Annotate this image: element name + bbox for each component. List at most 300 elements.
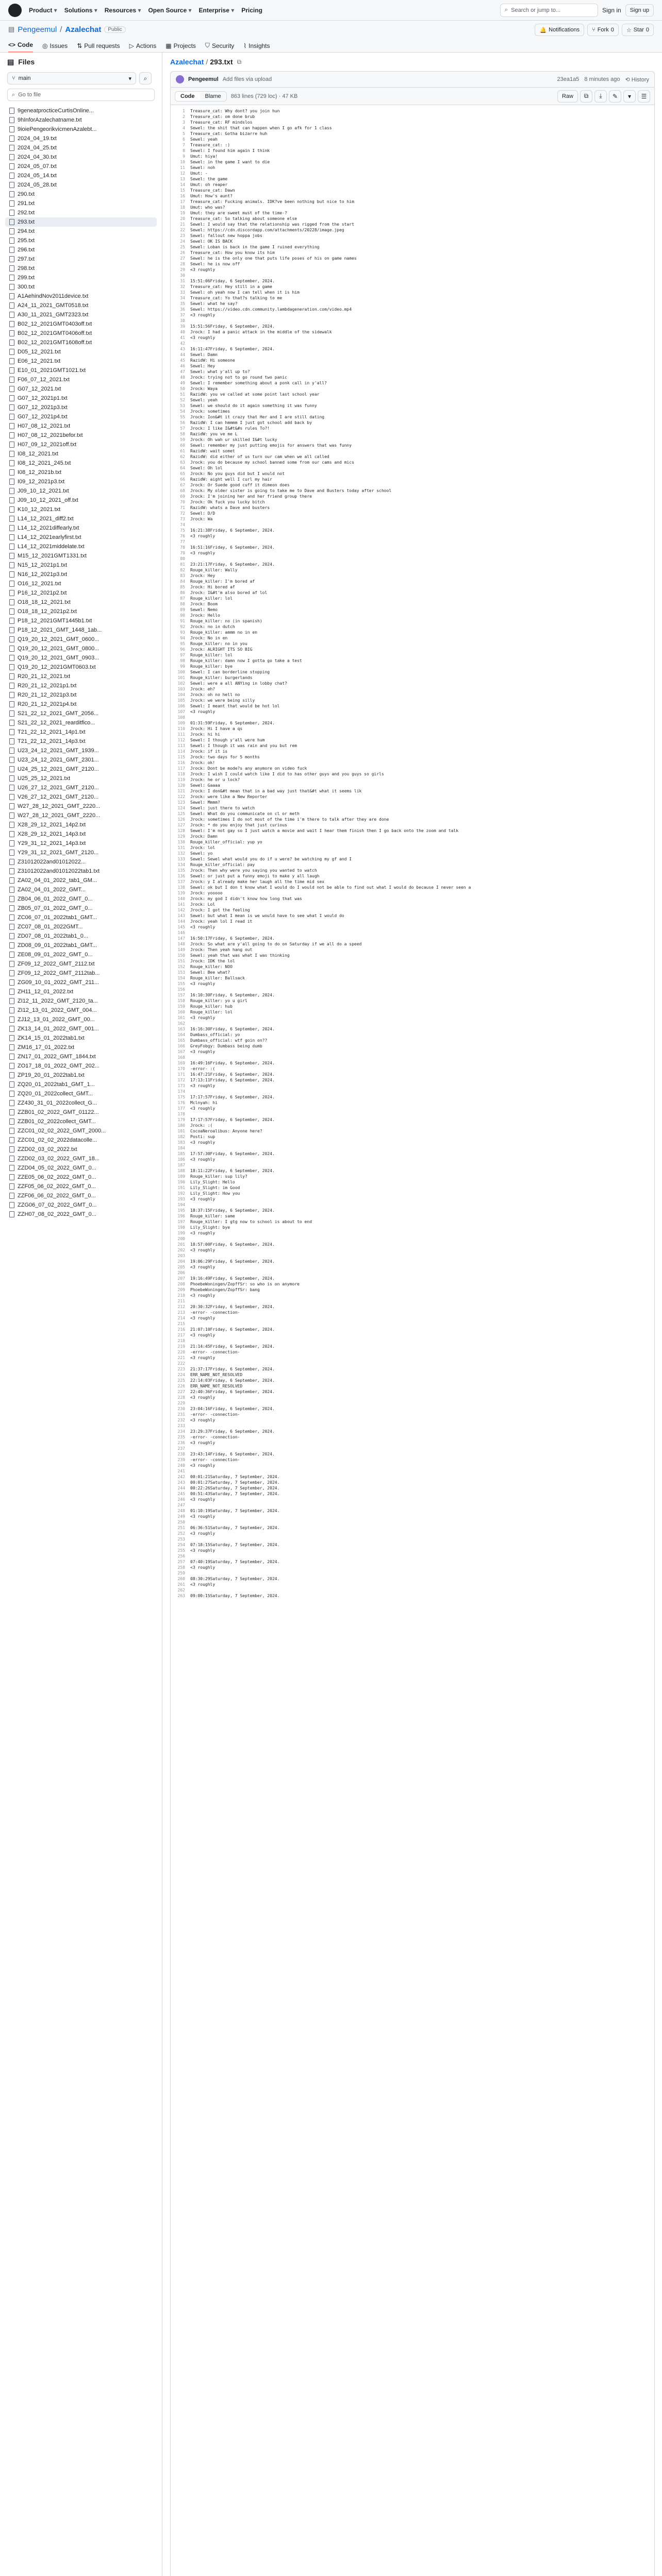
line-number[interactable]: 231 [177, 1412, 185, 1417]
line-number[interactable]: 101 [177, 675, 185, 680]
file-tree-item[interactable] [5, 477, 157, 486]
line-number[interactable]: 126 [177, 817, 185, 822]
branch-selector[interactable] [7, 72, 136, 84]
file-tree-item[interactable] [5, 709, 157, 718]
line-number[interactable]: 260 [177, 1577, 185, 1581]
line-number[interactable]: 227 [177, 1389, 185, 1394]
file-tree-item[interactable] [5, 180, 157, 190]
line-number[interactable]: 182 [177, 1134, 185, 1139]
line-number[interactable]: 110 [177, 726, 185, 731]
commit-hash[interactable]: 23ea1a5 [557, 76, 580, 82]
line-number[interactable]: 10 [180, 160, 185, 164]
line-number[interactable]: 186 [177, 1157, 185, 1162]
line-number[interactable]: 64 [180, 466, 185, 470]
line-number[interactable]: 2 [183, 114, 185, 119]
file-tree-item[interactable] [5, 783, 157, 792]
file-tree-item[interactable] [5, 867, 157, 876]
line-number[interactable]: 257 [177, 1560, 185, 1564]
line-number[interactable]: 139 [177, 891, 185, 895]
line-number[interactable]: 7 [183, 143, 185, 147]
line-number[interactable]: 102 [177, 681, 185, 686]
file-tree-item[interactable] [5, 533, 157, 542]
file-tree-item[interactable] [5, 542, 157, 551]
repo-owner-link[interactable]: Pengeemul [18, 25, 57, 34]
line-number[interactable]: 229 [177, 1401, 185, 1405]
file-tree-item[interactable] [5, 987, 157, 996]
line-number[interactable]: 17 [180, 199, 185, 204]
file-tree-item[interactable] [5, 384, 157, 394]
line-number[interactable]: 261 [177, 1582, 185, 1587]
symbols-button[interactable] [638, 90, 650, 103]
file-tree-item[interactable] [5, 746, 157, 755]
file-tree-item[interactable] [5, 755, 157, 765]
line-number[interactable]: 79 [180, 551, 185, 555]
file-tree-item[interactable] [5, 394, 157, 403]
line-number[interactable]: 237 [177, 1446, 185, 1451]
line-number[interactable]: 48 [180, 375, 185, 380]
line-number[interactable]: 240 [177, 1463, 185, 1468]
nav-pricing[interactable]: Pricing [241, 6, 262, 14]
line-number[interactable]: 29 [180, 267, 185, 272]
line-number[interactable]: 245 [177, 1492, 185, 1496]
line-number[interactable]: 215 [177, 1321, 185, 1326]
line-number[interactable]: 69 [180, 494, 185, 499]
line-number[interactable]: 93 [180, 630, 185, 635]
line-number[interactable]: 181 [177, 1129, 185, 1133]
file-tree-item[interactable] [5, 245, 157, 255]
line-number[interactable]: 214 [177, 1316, 185, 1320]
file-tree-item[interactable] [5, 199, 157, 208]
file-tree-item[interactable] [5, 217, 157, 227]
file-tree-item[interactable] [5, 134, 157, 143]
line-number[interactable]: 138 [177, 885, 185, 890]
line-number[interactable]: 198 [177, 1225, 185, 1230]
file-tree-item[interactable] [5, 310, 157, 319]
file-tree-item[interactable] [5, 449, 157, 459]
line-number[interactable]: 96 [180, 647, 185, 652]
line-number[interactable]: 152 [177, 964, 185, 969]
file-tree-item[interactable] [5, 292, 157, 301]
line-number[interactable]: 107 [177, 709, 185, 714]
line-number[interactable]: 155 [177, 981, 185, 986]
line-number[interactable]: 263 [177, 1594, 185, 1598]
file-tree-item[interactable] [5, 1043, 157, 1052]
file-tree-item[interactable] [5, 162, 157, 171]
file-tree-item[interactable] [5, 301, 157, 310]
file-tree-item[interactable] [5, 403, 157, 412]
line-number[interactable]: 37 [180, 313, 185, 317]
nav-product[interactable]: Product ▾ [29, 7, 57, 14]
line-number[interactable]: 225 [177, 1378, 185, 1383]
line-number[interactable]: 241 [177, 1469, 185, 1473]
file-tree-item[interactable] [5, 366, 157, 375]
file-tree-item[interactable] [5, 1071, 157, 1080]
line-number[interactable]: 233 [177, 1423, 185, 1428]
file-tree-item[interactable] [5, 718, 157, 727]
line-number[interactable]: 193 [177, 1197, 185, 1201]
line-number[interactable]: 34 [180, 296, 185, 300]
line-number[interactable]: 36 [180, 307, 185, 312]
line-number[interactable]: 71 [180, 505, 185, 510]
line-number[interactable]: 143 [177, 913, 185, 918]
line-number[interactable]: 30 [180, 273, 185, 278]
line-number[interactable]: 164 [177, 1032, 185, 1037]
github-logo-icon[interactable] [8, 4, 22, 17]
line-number[interactable]: 105 [177, 698, 185, 703]
line-number[interactable]: 142 [177, 908, 185, 912]
line-number[interactable]: 108 [177, 715, 185, 720]
line-number[interactable]: 146 [177, 930, 185, 935]
line-number[interactable]: 145 [177, 925, 185, 929]
file-tree-item[interactable] [5, 570, 157, 579]
file-tree-item[interactable] [5, 959, 157, 969]
line-number[interactable]: 144 [177, 919, 185, 924]
file-tree-item[interactable] [5, 468, 157, 477]
file-tree-item[interactable] [5, 1154, 157, 1163]
fork-button[interactable] [587, 24, 619, 36]
line-number[interactable]: 52 [180, 398, 185, 402]
file-tree-item[interactable] [5, 523, 157, 533]
line-number[interactable]: 67 [180, 483, 185, 487]
line-number[interactable]: 183 [177, 1140, 185, 1145]
line-number[interactable]: 234 [177, 1429, 185, 1434]
copy-raw-button[interactable] [580, 90, 592, 103]
line-number[interactable]: 60 [180, 443, 185, 448]
line-number[interactable]: 184 [177, 1146, 185, 1150]
line-number[interactable]: 180 [177, 1123, 185, 1128]
line-number[interactable]: 28 [180, 262, 185, 266]
file-tree-item[interactable] [5, 421, 157, 431]
line-number[interactable]: 252 [177, 1531, 185, 1536]
file-tree-item[interactable] [5, 579, 157, 588]
line-number[interactable]: 78 [180, 545, 185, 550]
line-number[interactable]: 77 [180, 539, 185, 544]
file-tree-item[interactable] [5, 1136, 157, 1145]
line-number[interactable]: 32 [180, 284, 185, 289]
file-tree-item[interactable] [5, 913, 157, 922]
line-number[interactable]: 258 [177, 1565, 185, 1570]
line-number[interactable]: 220 [177, 1350, 185, 1354]
file-tree-item[interactable] [5, 255, 157, 264]
line-number[interactable]: 175 [177, 1095, 185, 1099]
line-number[interactable]: 66 [180, 477, 185, 482]
sign-up-button[interactable]: Sign up [625, 4, 654, 16]
file-tree-item[interactable] [5, 440, 157, 449]
file-tree-item[interactable] [5, 635, 157, 644]
line-number[interactable]: 192 [177, 1191, 185, 1196]
line-number[interactable]: 49 [180, 381, 185, 385]
nav-solutions[interactable]: Solutions ▾ [64, 7, 97, 14]
line-number[interactable]: 199 [177, 1231, 185, 1235]
nav-enterprise[interactable]: Enterprise ▾ [199, 7, 235, 14]
line-number[interactable]: 45 [180, 358, 185, 363]
line-number[interactable]: 219 [177, 1344, 185, 1349]
line-number[interactable]: 210 [177, 1293, 185, 1298]
line-number[interactable]: 38 [180, 318, 185, 323]
line-number[interactable]: 154 [177, 976, 185, 980]
file-tree-item[interactable] [5, 598, 157, 607]
line-number[interactable]: 104 [177, 692, 185, 697]
line-number[interactable]: 86 [180, 590, 185, 595]
line-number[interactable]: 109 [177, 721, 185, 725]
line-number[interactable]: 99 [180, 664, 185, 669]
file-tree-item[interactable] [5, 792, 157, 802]
line-number[interactable]: 114 [177, 749, 185, 754]
file-tree-item[interactable] [5, 1024, 157, 1033]
file-tree-item[interactable] [5, 607, 157, 616]
line-number[interactable]: 133 [177, 857, 185, 861]
line-number[interactable]: 92 [180, 624, 185, 629]
line-number[interactable]: 251 [177, 1526, 185, 1530]
line-number[interactable]: 75 [180, 528, 185, 533]
line-number[interactable]: 87 [180, 596, 185, 601]
file-tree-item[interactable] [5, 1080, 157, 1089]
file-tree-item[interactable] [5, 357, 157, 366]
line-number[interactable]: 174 [177, 1089, 185, 1094]
line-number[interactable]: 50 [180, 386, 185, 391]
line-number[interactable]: 208 [177, 1282, 185, 1286]
line-number[interactable]: 73 [180, 517, 185, 521]
line-number[interactable]: 173 [177, 1083, 185, 1088]
line-number[interactable]: 83 [180, 573, 185, 578]
nav-open-source[interactable]: Open Source ▾ [148, 7, 191, 14]
line-number[interactable]: 163 [177, 1027, 185, 1031]
file-tree-item[interactable] [5, 1145, 157, 1154]
collapse-sidebar-icon[interactable]: ▤ [7, 57, 14, 66]
line-number[interactable]: 156 [177, 987, 185, 992]
line-number[interactable]: 51 [180, 392, 185, 397]
search-files-button[interactable] [139, 72, 152, 84]
download-button[interactable] [594, 90, 607, 103]
file-tree-item[interactable] [5, 885, 157, 894]
line-number[interactable]: 117 [177, 766, 185, 771]
code-view-button[interactable]: Code [175, 92, 200, 101]
line-number[interactable]: 6 [183, 137, 185, 142]
line-number[interactable]: 89 [180, 607, 185, 612]
line-number[interactable]: 20 [180, 216, 185, 221]
line-number[interactable]: 243 [177, 1480, 185, 1485]
line-number[interactable]: 123 [177, 800, 185, 805]
line-number[interactable]: 1 [183, 109, 185, 113]
line-number[interactable]: 168 [177, 1055, 185, 1060]
line-number[interactable]: 170 [177, 1066, 185, 1071]
line-number[interactable]: 97 [180, 653, 185, 657]
line-number[interactable]: 217 [177, 1333, 185, 1337]
tab-insights[interactable] [243, 42, 270, 53]
file-tree-item[interactable] [5, 969, 157, 978]
line-number[interactable]: 13 [180, 177, 185, 181]
file-tree-item[interactable] [5, 588, 157, 598]
line-number[interactable]: 61 [180, 449, 185, 453]
line-number[interactable]: 151 [177, 959, 185, 963]
line-number[interactable]: 200 [177, 1236, 185, 1241]
line-number[interactable]: 88 [180, 602, 185, 606]
line-number[interactable]: 82 [180, 568, 185, 572]
line-number[interactable]: 59 [180, 437, 185, 442]
file-tree-item[interactable] [5, 236, 157, 245]
file-tree-item[interactable] [5, 700, 157, 709]
line-number[interactable]: 232 [177, 1418, 185, 1422]
line-number[interactable]: 85 [180, 585, 185, 589]
file-tree-item[interactable] [5, 1052, 157, 1061]
line-number[interactable]: 90 [180, 613, 185, 618]
line-number[interactable]: 76 [180, 534, 185, 538]
line-number[interactable]: 84 [180, 579, 185, 584]
line-number[interactable]: 125 [177, 811, 185, 816]
line-number[interactable]: 254 [177, 1543, 185, 1547]
file-tree-item[interactable] [5, 653, 157, 663]
line-number[interactable]: 57 [180, 426, 185, 431]
line-number[interactable]: 95 [180, 641, 185, 646]
file-tree-item[interactable] [5, 894, 157, 904]
line-number[interactable]: 250 [177, 1520, 185, 1524]
line-number[interactable]: 189 [177, 1174, 185, 1179]
file-tree-item[interactable] [5, 1108, 157, 1117]
line-number[interactable]: 54 [180, 409, 185, 414]
line-number[interactable]: 42 [180, 341, 185, 346]
line-number[interactable]: 249 [177, 1514, 185, 1519]
line-number[interactable]: 136 [177, 874, 185, 878]
commit-author[interactable]: Pengeemul [188, 76, 219, 82]
line-number[interactable]: 242 [177, 1475, 185, 1479]
line-number[interactable]: 121 [177, 789, 185, 793]
copy-icon[interactable]: ⧉ [237, 58, 242, 65]
line-number[interactable]: 80 [180, 556, 185, 561]
line-number[interactable]: 188 [177, 1168, 185, 1173]
line-number[interactable]: 106 [177, 704, 185, 708]
line-number[interactable]: 3 [183, 120, 185, 125]
file-tree-item[interactable] [5, 273, 157, 282]
line-number[interactable]: 209 [177, 1287, 185, 1292]
tab-security[interactable] [205, 42, 234, 53]
line-number[interactable]: 16 [180, 194, 185, 198]
line-number[interactable]: 116 [177, 760, 185, 765]
file-tree-item[interactable] [5, 171, 157, 180]
line-number[interactable]: 100 [177, 670, 185, 674]
file-tree-item[interactable] [5, 1173, 157, 1182]
nav-resources[interactable]: Resources ▾ [105, 7, 141, 14]
file-tree-item[interactable] [5, 347, 157, 357]
line-number[interactable]: 113 [177, 743, 185, 748]
line-number[interactable]: 244 [177, 1486, 185, 1490]
line-number[interactable]: 41 [180, 335, 185, 340]
file-tree-item[interactable] [5, 1210, 157, 1219]
file-tree-item[interactable] [5, 190, 157, 199]
file-tree-item[interactable] [5, 616, 157, 625]
line-number[interactable]: 226 [177, 1384, 185, 1388]
line-number[interactable]: 222 [177, 1361, 185, 1366]
file-tree-item[interactable] [5, 282, 157, 292]
file-tree-item[interactable] [5, 264, 157, 273]
line-number[interactable]: 140 [177, 896, 185, 901]
file-tree-item[interactable] [5, 904, 157, 913]
line-number[interactable]: 11 [180, 165, 185, 170]
history-link[interactable] [625, 76, 649, 83]
more-options-button[interactable] [623, 90, 636, 103]
line-number[interactable]: 147 [177, 936, 185, 941]
line-number[interactable]: 195 [177, 1208, 185, 1213]
file-tree-item[interactable] [5, 1015, 157, 1024]
line-number[interactable]: 235 [177, 1435, 185, 1439]
line-number[interactable]: 169 [177, 1061, 185, 1065]
line-number[interactable]: 137 [177, 879, 185, 884]
file-tree-item[interactable] [5, 996, 157, 1006]
line-number[interactable]: 148 [177, 942, 185, 946]
line-number[interactable]: 35 [180, 301, 185, 306]
file-tree-item[interactable] [5, 551, 157, 561]
file-tree-item[interactable] [5, 1006, 157, 1015]
line-number[interactable]: 33 [180, 290, 185, 295]
line-number[interactable]: 218 [177, 1338, 185, 1343]
file-tree-item[interactable] [5, 115, 157, 125]
line-number[interactable]: 124 [177, 806, 185, 810]
file-tree-item[interactable] [5, 329, 157, 338]
file-tree-item[interactable] [5, 690, 157, 700]
line-number[interactable]: 190 [177, 1180, 185, 1184]
line-number[interactable]: 262 [177, 1588, 185, 1592]
file-tree-item[interactable] [5, 950, 157, 959]
line-number[interactable]: 134 [177, 862, 185, 867]
file-tree-item[interactable] [5, 839, 157, 848]
line-number[interactable]: 153 [177, 970, 185, 975]
line-number[interactable]: 18 [180, 205, 185, 210]
sign-in-link[interactable]: Sign in [602, 6, 621, 14]
file-tree-item[interactable] [5, 486, 157, 496]
file-tree-item[interactable] [5, 319, 157, 329]
line-number[interactable]: 44 [180, 352, 185, 357]
file-tree-item[interactable] [5, 820, 157, 829]
line-number[interactable]: 19 [180, 211, 185, 215]
commit-message[interactable]: Add files via upload [222, 76, 272, 82]
line-number[interactable]: 159 [177, 1004, 185, 1009]
file-tree-item[interactable] [5, 106, 157, 115]
file-tree-item[interactable] [5, 227, 157, 236]
line-number[interactable]: 5 [183, 131, 185, 136]
tab-actions[interactable] [129, 42, 157, 53]
file-tree-item[interactable] [5, 681, 157, 690]
star-button[interactable] [622, 24, 654, 36]
line-number[interactable]: 120 [177, 783, 185, 788]
line-number[interactable]: 81 [180, 562, 185, 567]
file-tree-item[interactable] [5, 496, 157, 505]
file-tree-item[interactable] [5, 774, 157, 783]
file-tree-item[interactable] [5, 727, 157, 737]
file-tree-item[interactable] [5, 1089, 157, 1098]
line-number[interactable]: 70 [180, 500, 185, 504]
line-number[interactable]: 230 [177, 1406, 185, 1411]
line-number[interactable]: 47 [180, 369, 185, 374]
line-number[interactable]: 149 [177, 947, 185, 952]
file-tree-item[interactable] [5, 848, 157, 857]
file-tree-item[interactable] [5, 1098, 157, 1108]
line-number[interactable]: 167 [177, 1049, 185, 1054]
line-number[interactable]: 62 [180, 454, 185, 459]
line-number[interactable]: 12 [180, 171, 185, 176]
line-number[interactable]: 224 [177, 1372, 185, 1377]
file-tree-item[interactable] [5, 941, 157, 950]
line-number[interactable]: 63 [180, 460, 185, 465]
tab-projects[interactable] [166, 42, 196, 53]
file-tree-item[interactable] [5, 375, 157, 384]
file-tree-item[interactable] [5, 1200, 157, 1210]
file-tree-item[interactable] [5, 1033, 157, 1043]
line-number[interactable]: 98 [180, 658, 185, 663]
line-number[interactable]: 129 [177, 834, 185, 839]
file-tree-item[interactable] [5, 412, 157, 421]
line-number[interactable]: 179 [177, 1117, 185, 1122]
line-number[interactable]: 46 [180, 364, 185, 368]
tab-pull-requests[interactable] [77, 42, 120, 53]
